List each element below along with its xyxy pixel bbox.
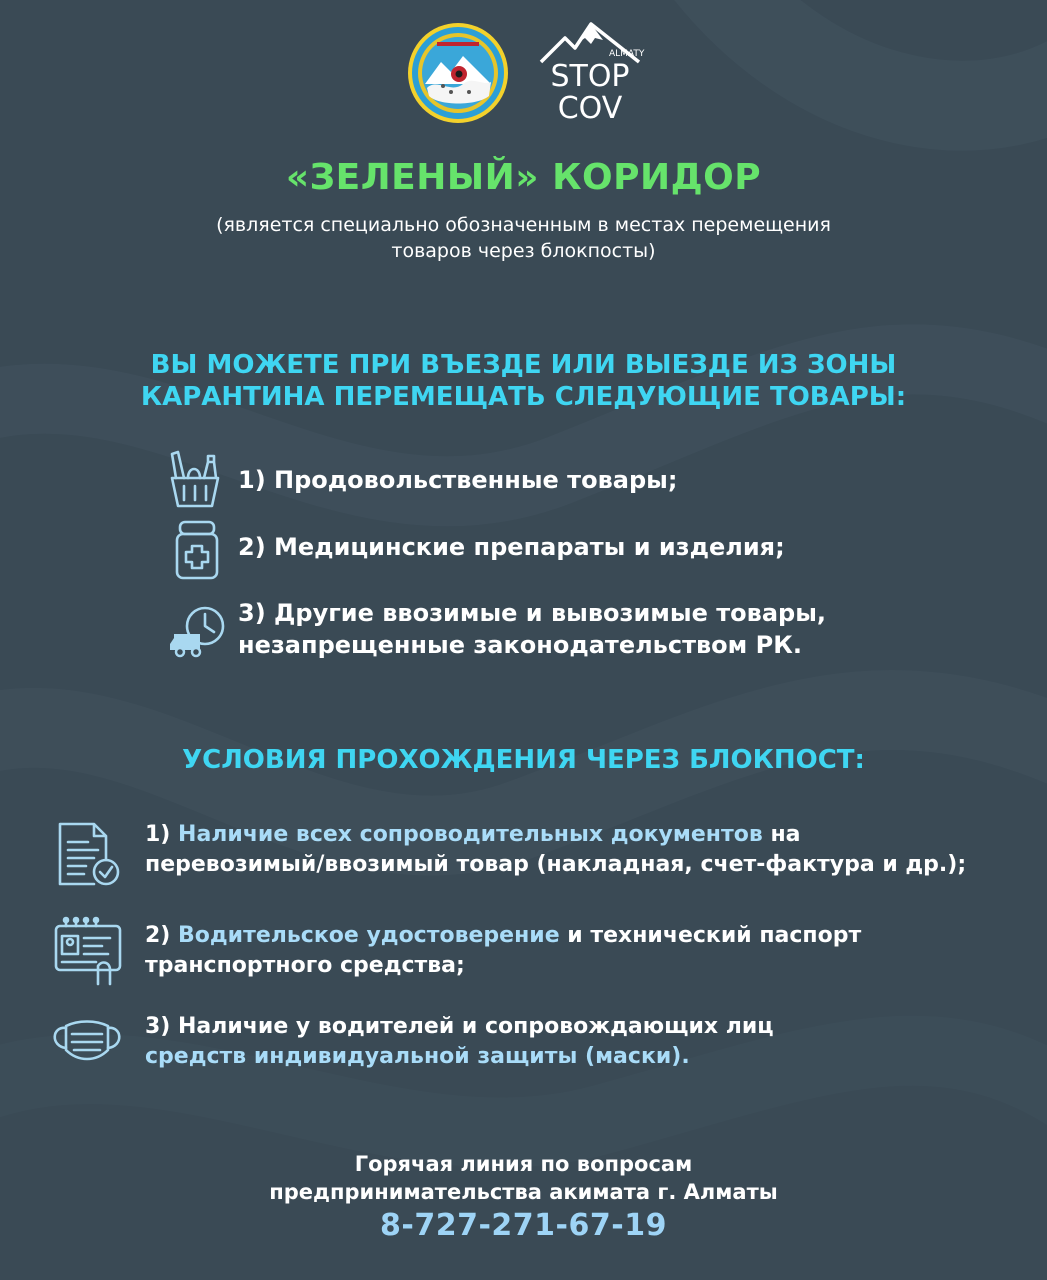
condition-license [145, 921, 861, 981]
condition-documents-prefix: 1) [145, 822, 179, 847]
condition-masks-line-1: 3) Наличие у водителей и сопровождающих лиц [145, 1014, 774, 1039]
page-subtitle [0, 212, 1047, 264]
condition-documents-highlight: Наличие всех сопроводительных документов [178, 822, 763, 847]
condition-license-line-2: транспортного средства; [145, 953, 465, 978]
condition-license-highlight: Водительское удостоверение [178, 923, 560, 948]
goods-heading [0, 349, 1047, 413]
stopcov-brand-line2: COV [557, 91, 623, 126]
grocery-basket-icon [166, 448, 224, 510]
goods-item-food-text: 1) Продовольственные товары; [238, 466, 678, 494]
condition-license-line-1 [145, 921, 861, 951]
conditions-heading: УСЛОВИЯ ПРОХОЖДЕНИЯ ЧЕРЕЗ БЛОКПОСТ: [182, 745, 865, 775]
hotline-phone-number[interactable]: 8-727-271-67-19 [380, 1208, 667, 1243]
condition-license-rest: и технический паспорт [559, 923, 862, 948]
driver-license-icon [52, 916, 124, 986]
goods-item-other-line-1: 3) Другие ввозимые и вывозимые товары, [238, 599, 827, 627]
face-mask-icon [48, 1016, 126, 1066]
goods-heading-line-1: ВЫ МОЖЕТЕ ПРИ ВЪЕЗДЕ ИЛИ ВЫЕЗДЕ ИЗ ЗОНЫ [150, 350, 897, 380]
condition-documents-rest: на [762, 822, 801, 847]
document-check-icon [54, 820, 122, 888]
goods-item-medical-text: 2) Медицинские препараты и изделия; [238, 533, 785, 561]
condition-documents-line-1 [145, 820, 966, 850]
goods-item-other [238, 597, 826, 661]
almaty-emblem-logo [407, 22, 509, 124]
goods-item-other-line-2: незапрещенные законодательством РК. [238, 631, 802, 659]
goods-item-food [238, 464, 677, 496]
medicine-bottle-icon [174, 518, 220, 580]
hotline-text [0, 1150, 1047, 1206]
stopcov-brand-small: ALMATY [609, 49, 645, 59]
goods-heading-line-2: КАРАНТИНА ПЕРЕМЕЩАТЬ СЛЕДУЮЩИЕ ТОВАРЫ: [140, 382, 907, 412]
condition-documents [145, 820, 966, 880]
stopcov-brand-line1: STOP [550, 59, 630, 94]
stopcov-logo [535, 18, 645, 126]
subtitle-line-2: товаров через блокпосты) [391, 240, 656, 262]
condition-documents-line-2: перевозимый/ввозимый товар (накладная, счет-фактура и др.); [145, 852, 967, 877]
condition-masks [145, 1012, 774, 1072]
hotline-line-2: предпринимательства акимата г. Алматы [269, 1180, 778, 1204]
page-title: «ЗЕЛЕНЫЙ» КОРИДОР [285, 157, 762, 198]
subtitle-line-1: (является специально обозначенным в местах перемещения [216, 214, 831, 236]
goods-item-medical [238, 531, 785, 563]
delivery-truck-clock-icon [170, 604, 226, 658]
condition-license-prefix: 2) [145, 923, 179, 948]
condition-masks-line-2: средств индивидуальной защиты (маски). [145, 1044, 690, 1069]
hotline-line-1: Горячая линия по вопросам [354, 1152, 693, 1176]
